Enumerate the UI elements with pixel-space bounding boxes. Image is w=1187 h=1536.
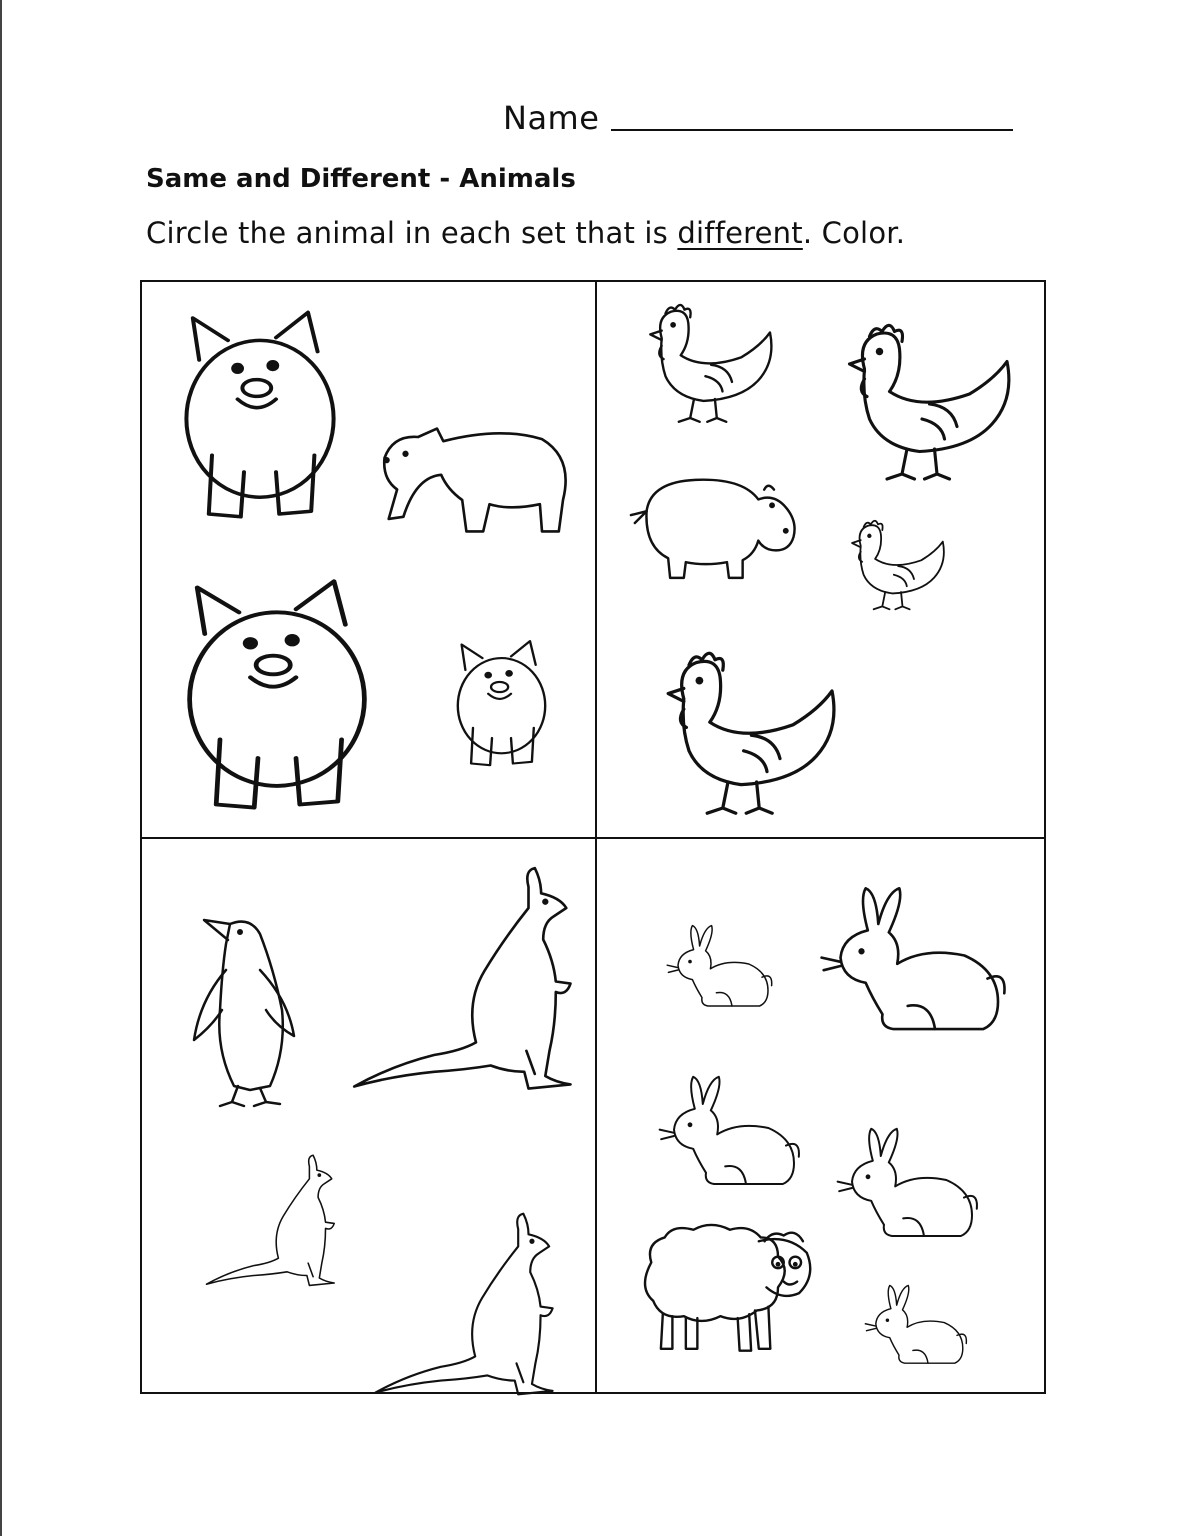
kangaroo-icon[interactable] <box>206 1155 334 1285</box>
name-label: Name <box>503 99 600 137</box>
rabbit-icon[interactable] <box>667 926 772 1006</box>
hen-icon[interactable] <box>668 653 834 813</box>
rabbit-icon[interactable] <box>660 1077 799 1184</box>
hen-icon[interactable] <box>650 305 771 422</box>
instructions-text-start: Circle the animal in each set that is <box>146 216 678 250</box>
bear-icon[interactable] <box>190 581 365 807</box>
animal-illustrations <box>142 282 1048 1396</box>
kangaroo-icon[interactable] <box>354 868 570 1089</box>
bear-icon[interactable] <box>186 312 333 516</box>
instructions-text-end: . Color. <box>802 216 906 250</box>
instructions-emphasis: different <box>677 216 803 250</box>
penguin-icon[interactable] <box>194 920 294 1106</box>
name-blank-line[interactable] <box>611 129 1013 131</box>
bear-icon[interactable] <box>458 641 545 765</box>
rabbit-icon[interactable] <box>822 888 1005 1029</box>
animal-grid <box>140 280 1046 1394</box>
polar-bear-icon[interactable] <box>383 429 565 532</box>
hippo-icon[interactable] <box>631 480 795 578</box>
name-row <box>503 94 1013 138</box>
kangaroo-icon[interactable] <box>375 1214 552 1395</box>
instructions <box>146 214 905 252</box>
rabbit-icon[interactable] <box>838 1129 977 1236</box>
hen-icon[interactable] <box>850 325 1009 479</box>
sheep-icon[interactable] <box>645 1225 810 1351</box>
rabbit-icon[interactable] <box>865 1285 966 1363</box>
hen-icon[interactable] <box>852 521 944 610</box>
worksheet-title: Same and Different - Animals <box>146 164 576 194</box>
page-edge <box>0 0 2 1536</box>
